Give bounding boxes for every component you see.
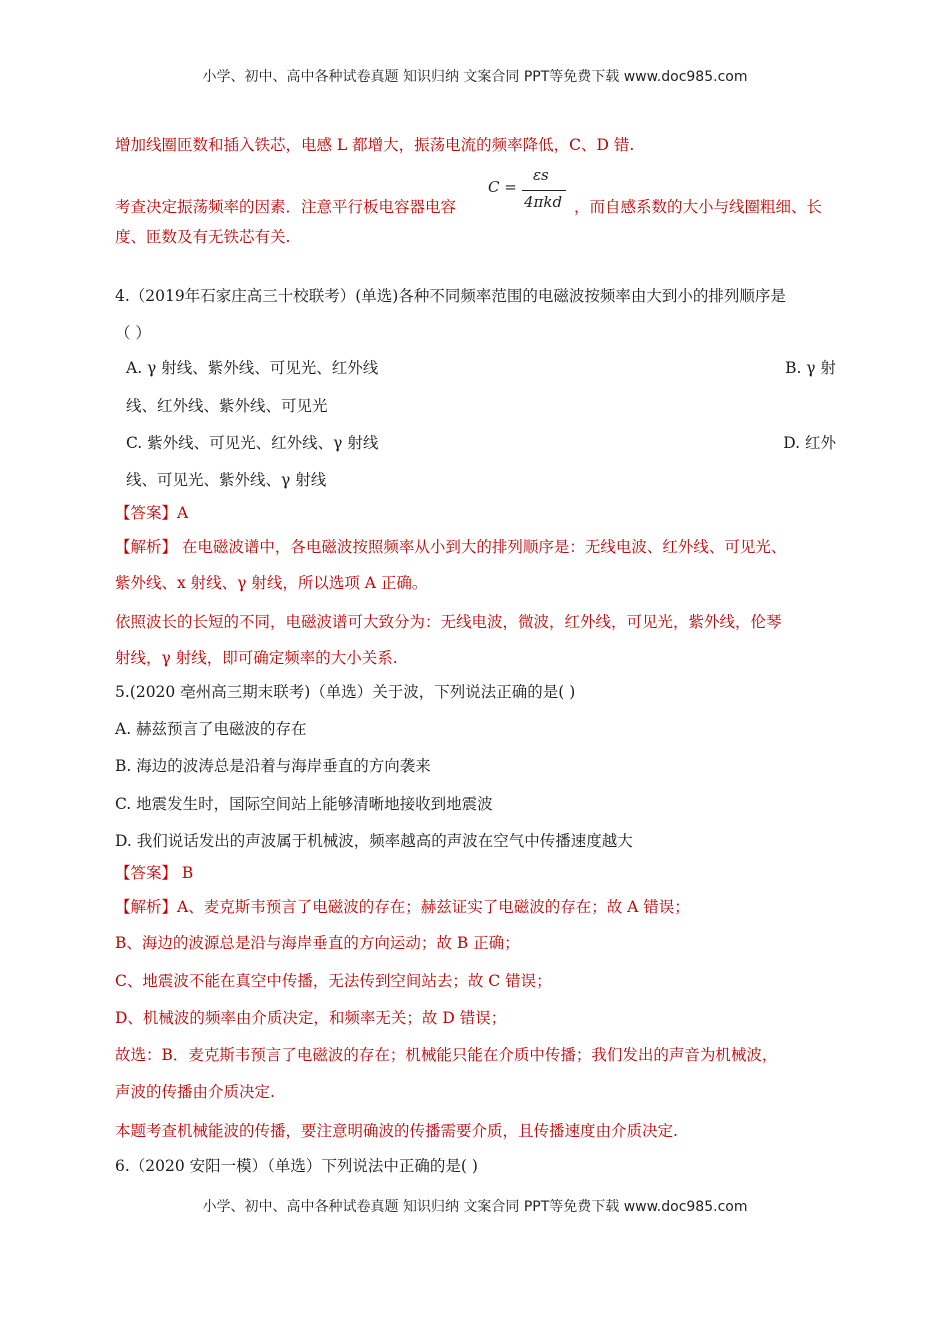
q4-option-c: C. 紫外线、可见光、红外线、γ 射线 bbox=[126, 434, 379, 452]
q4-explanation-4: 射线，γ 射线，即可确定频率的大小关系. bbox=[115, 649, 398, 667]
q4-explanation-2: 紫外线、x 射线、γ 射线，所以选项 A 正确。 bbox=[115, 574, 428, 592]
prev-explanation-line-3: 度、匝数及有无铁芯有关. bbox=[115, 228, 291, 246]
page-header: 小学、初中、高中各种试卷真题 知识归纳 文案合同 PPT等免费下载 www.doc985.com bbox=[202, 69, 748, 85]
prev-explanation-line-1: 增加线圈匝数和插入铁芯，电感 L 都增大，振荡电流的频率降低，C、D 错. bbox=[115, 136, 635, 154]
q5-explanation-4: D、机械波的频率由介质决定，和频率无关；故 D 错误； bbox=[115, 1009, 507, 1027]
q4-answer: 【答案】A bbox=[115, 504, 189, 522]
page-footer: 小学、初中、高中各种试卷真题 知识归纳 文案合同 PPT等免费下载 www.doc985.com bbox=[202, 1199, 748, 1215]
q4-explanation-3: 依照波长的长短的不同，电磁波谱可大致分为：无线电波，微波，红外线，可见光，紫外线，伦琴 bbox=[115, 613, 782, 631]
q5-option-d: D. 我们说话发出的声波属于机械波，频率越高的声波在空气中传播速度越大 bbox=[115, 832, 633, 850]
prev-explanation-line-2a: 考查决定振荡频率的因素．注意平行板电容器电容 bbox=[115, 198, 457, 216]
q4-option-b-part1: B. γ 射 bbox=[785, 359, 836, 377]
capacitance-formula bbox=[488, 166, 568, 218]
q4-stem: 4.（2019年石家庄高三十校联考）(单选)各种不同频率范围的电磁波按频率由大到小的排列顺序是 bbox=[115, 287, 786, 305]
q5-explanation-1: 【解析】A、麦克斯韦预言了电磁波的存在；赫兹证实了电磁波的存在；故 A 错误； bbox=[115, 898, 690, 916]
q4-option-d-part1: D. 红外 bbox=[783, 434, 836, 452]
q4-option-b-part2: 线、红外线、紫外线、可见光 bbox=[126, 397, 328, 415]
formula-numerator: εs bbox=[533, 166, 549, 184]
q5-explanation-7: 本题考查机械能波的传播，要注意明确波的传播需要介质，且传播速度由介质决定. bbox=[115, 1122, 678, 1140]
q5-explanation-2: B、海边的波源总是沿与海岸垂直的方向运动；故 B 正确； bbox=[115, 934, 520, 952]
q4-answer-paren: （ ） bbox=[115, 324, 151, 342]
q5-explanation-3: C、地震波不能在真空中传播，无法传到空间站去；故 C 错误； bbox=[115, 972, 552, 990]
formula-denominator: 4πkd bbox=[524, 193, 563, 211]
formula-lhs: C = bbox=[488, 178, 517, 196]
q5-explanation-6: 声波的传播由介质决定. bbox=[115, 1083, 275, 1101]
q5-answer: 【答案】 B bbox=[115, 864, 194, 882]
q4-explanation-1: 【解析】 在电磁波谱中，各电磁波按照频率从小到大的排列顺序是：无线电波、红外线、可见光、 bbox=[115, 538, 787, 556]
q6-stem: 6.（2020 安阳一模）（单选）下列说法中正确的是( ) bbox=[115, 1157, 478, 1175]
q5-option-c: C. 地震发生时，国际空间站上能够清晰地接收到地震波 bbox=[115, 795, 493, 813]
prev-explanation-line-2b: ，而自感系数的大小与线圈粗细、长 bbox=[574, 198, 823, 216]
q5-stem: 5.(2020 亳州高三期末联考)（单选）关于波，下列说法正确的是( ) bbox=[115, 683, 576, 701]
q4-option-a: A. γ 射线、紫外线、可见光、红外线 bbox=[126, 359, 379, 377]
q5-explanation-5: 故选：B．麦克斯韦预言了电磁波的存在；机械能只能在介质中传播；我们发出的声音为机械波， bbox=[115, 1046, 778, 1064]
q5-option-b: B. 海边的波涛总是沿着与海岸垂直的方向袭来 bbox=[115, 757, 431, 775]
q5-option-a: A. 赫兹预言了电磁波的存在 bbox=[115, 720, 307, 738]
formula-fraction-bar bbox=[522, 190, 566, 191]
q4-option-d-part2: 线、可见光、紫外线、γ 射线 bbox=[126, 471, 327, 489]
